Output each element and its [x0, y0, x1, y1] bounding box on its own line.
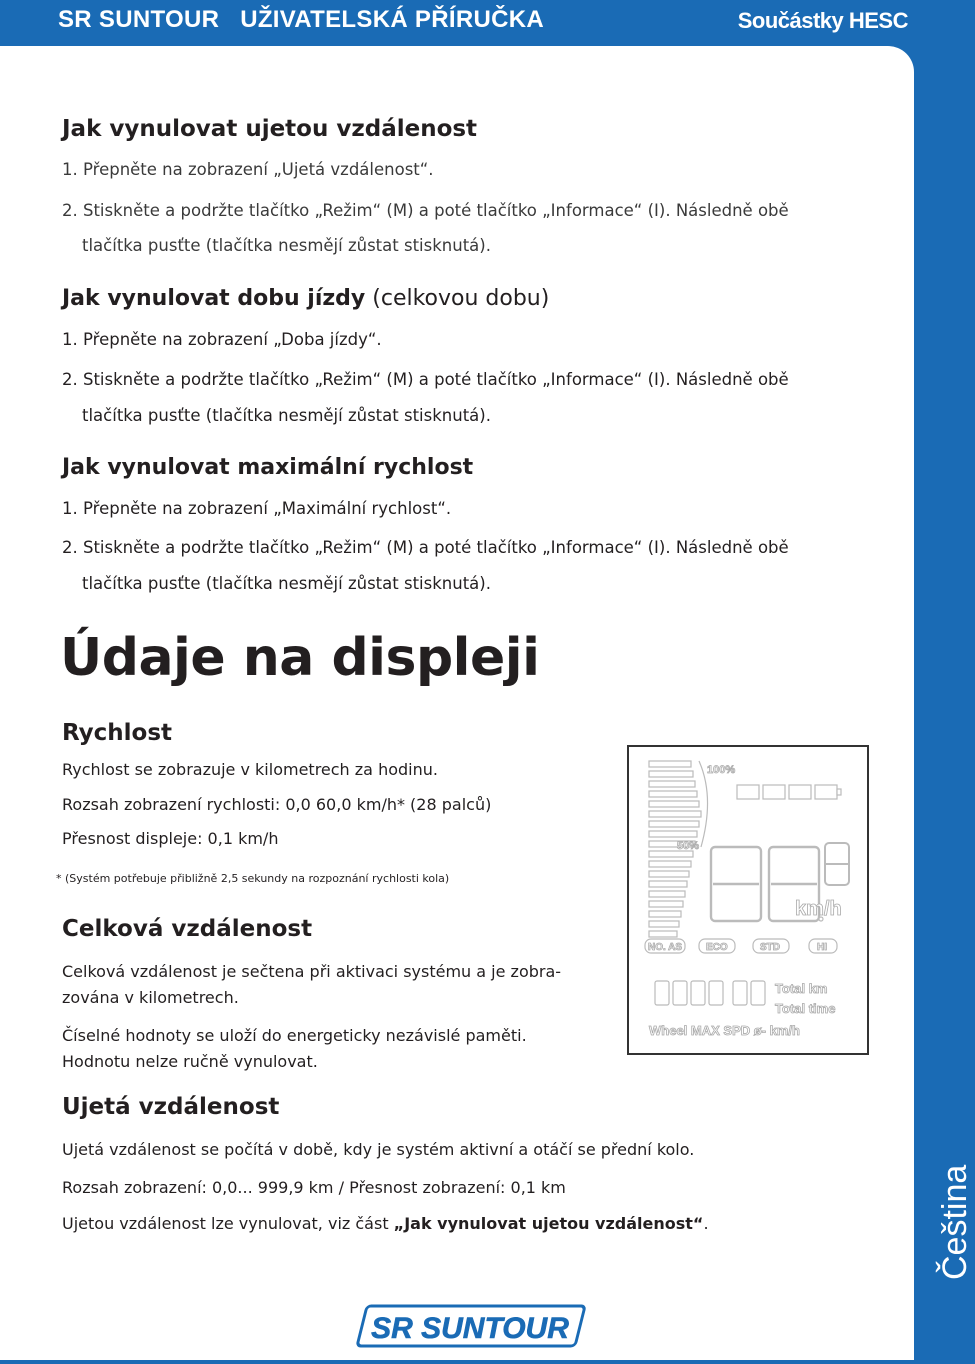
heading-reset-time [62, 286, 549, 311]
lcd-mode-hi: HI [817, 942, 827, 953]
total-line-3: Hodnotu nelze ručně vynulovat. [62, 1052, 318, 1071]
lcd-mode-eco: ECO [706, 942, 728, 953]
lcd-pct100: 100% [707, 764, 736, 776]
lcd-mode-noas: NO. AS [648, 942, 683, 953]
trip-line-3-post: . [703, 1214, 709, 1233]
heading-text: Jak vynulovat ujetou vzdálenost [62, 116, 478, 142]
trip-line-3-bold: „Jak vynulovat ujetou vzdálenost“ [393, 1214, 704, 1233]
trip-line-2: Rozsah zobrazení: 0,0... 999,9 km / Přesnost zobrazení: 0,1 km [62, 1178, 566, 1197]
speed-line-2: Rozsah zobrazení rychlosti: 0,0 60,0 km/h* (28 palců) [62, 795, 492, 814]
brand-logo-text: SR SUNTOUR [371, 1312, 569, 1345]
header-title [58, 6, 558, 34]
header-bar [0, 0, 960, 46]
heading-reset-trip [62, 116, 477, 142]
brand-logo [342, 1286, 600, 1360]
lcd-display-illustration [627, 745, 869, 1055]
step-2-cont: tlačítka pusťte (tlačítka nesmějí zůstat stisknutá). [82, 406, 491, 425]
language-label: Čeština [936, 1164, 974, 1280]
language-tab [912, 1164, 974, 1288]
lcd-bottom-row: Wheel MAX SPD ø- km/h [649, 1023, 800, 1038]
trip-line-1: Ujetá vzdálenost se počítá v době, kdy je systém aktivní a otáčí se přední kolo. [62, 1140, 695, 1159]
manual-name: UŽIVATELSKÁ PŘÍRUČKA [240, 6, 544, 33]
heading-total-distance: Celková vzdálenost [62, 916, 313, 942]
lcd-total-km: Total km [775, 981, 828, 996]
lcd-mode-std: STD [760, 942, 780, 953]
step-2: 2. Stiskněte a podržte tlačítko „Režim“ (M) a poté tlačítko „Informace“ (I). Následně obě [62, 538, 789, 557]
trip-line-3 [62, 1214, 709, 1233]
lcd-total-time: Total time [775, 1001, 836, 1016]
heading-trip-distance: Ujetá vzdálenost [62, 1094, 280, 1120]
lcd-pct50: 50% [677, 840, 700, 852]
heading-extra: (celkovou dobu) [365, 286, 550, 311]
step-2-cont: tlačítka pusťte (tlačítka nesmějí zůstat stisknutá). [82, 574, 491, 593]
page-body [0, 46, 914, 1360]
section-name: Součástky HESC [737, 8, 908, 33]
step-1: 1. Přepněte na zobrazení „Doba jízdy“. [62, 330, 382, 349]
total-line-1: Celková vzdálenost je sečtena při aktivaci systému a je zobra- [62, 962, 562, 981]
step-1: 1. Přepněte na zobrazení „Ujetá vzdálenost“. [62, 160, 434, 179]
step-2: 2. Stiskněte a podržte tlačítko „Režim“ (M) a poté tlačítko „Informace“ (I). Následně obě [62, 370, 789, 389]
heading-reset-max-speed [62, 455, 473, 480]
lcd-unit: km/h [795, 898, 842, 920]
total-line-1b: zována v kilometrech. [62, 988, 239, 1007]
step-1: 1. Přepněte na zobrazení „Maximální rychlost“. [62, 499, 452, 518]
speed-line-1: Rychlost se zobrazuje v kilometrech za hodinu. [62, 760, 438, 779]
lcd-segments [629, 747, 867, 1053]
step-2: 2. Stiskněte a podržte tlačítko „Režim“ (M) a poté tlačítko „Informace“ (I). Následně obě [62, 201, 789, 220]
total-line-2: Číselné hodnoty se uloží do energeticky nezávislé paměti. [62, 1026, 527, 1045]
step-2-cont: tlačítka pusťte (tlačítka nesmějí zůstat stisknutá). [82, 236, 491, 255]
brand-name: SR SUNTOUR [58, 6, 220, 33]
heading-text: Jak vynulovat maximální rychlost [62, 455, 474, 480]
heading-speed: Rychlost [62, 720, 173, 746]
brand-logo-box [342, 1286, 600, 1360]
speed-line-3: Přesnost displeje: 0,1 km/h [62, 829, 279, 848]
trip-line-3-pre: Ujetou vzdálenost lze vynulovat, viz část [62, 1214, 394, 1233]
heading-text: Jak vynulovat dobu jízdy [62, 286, 366, 311]
page-number: 15 [880, 1322, 906, 1347]
page-heading: Údaje na displeji [60, 628, 540, 688]
speed-footnote: * (Systém potřebuje přibližně 2,5 sekundy na rozpoznání rychlosti kola) [56, 872, 450, 885]
